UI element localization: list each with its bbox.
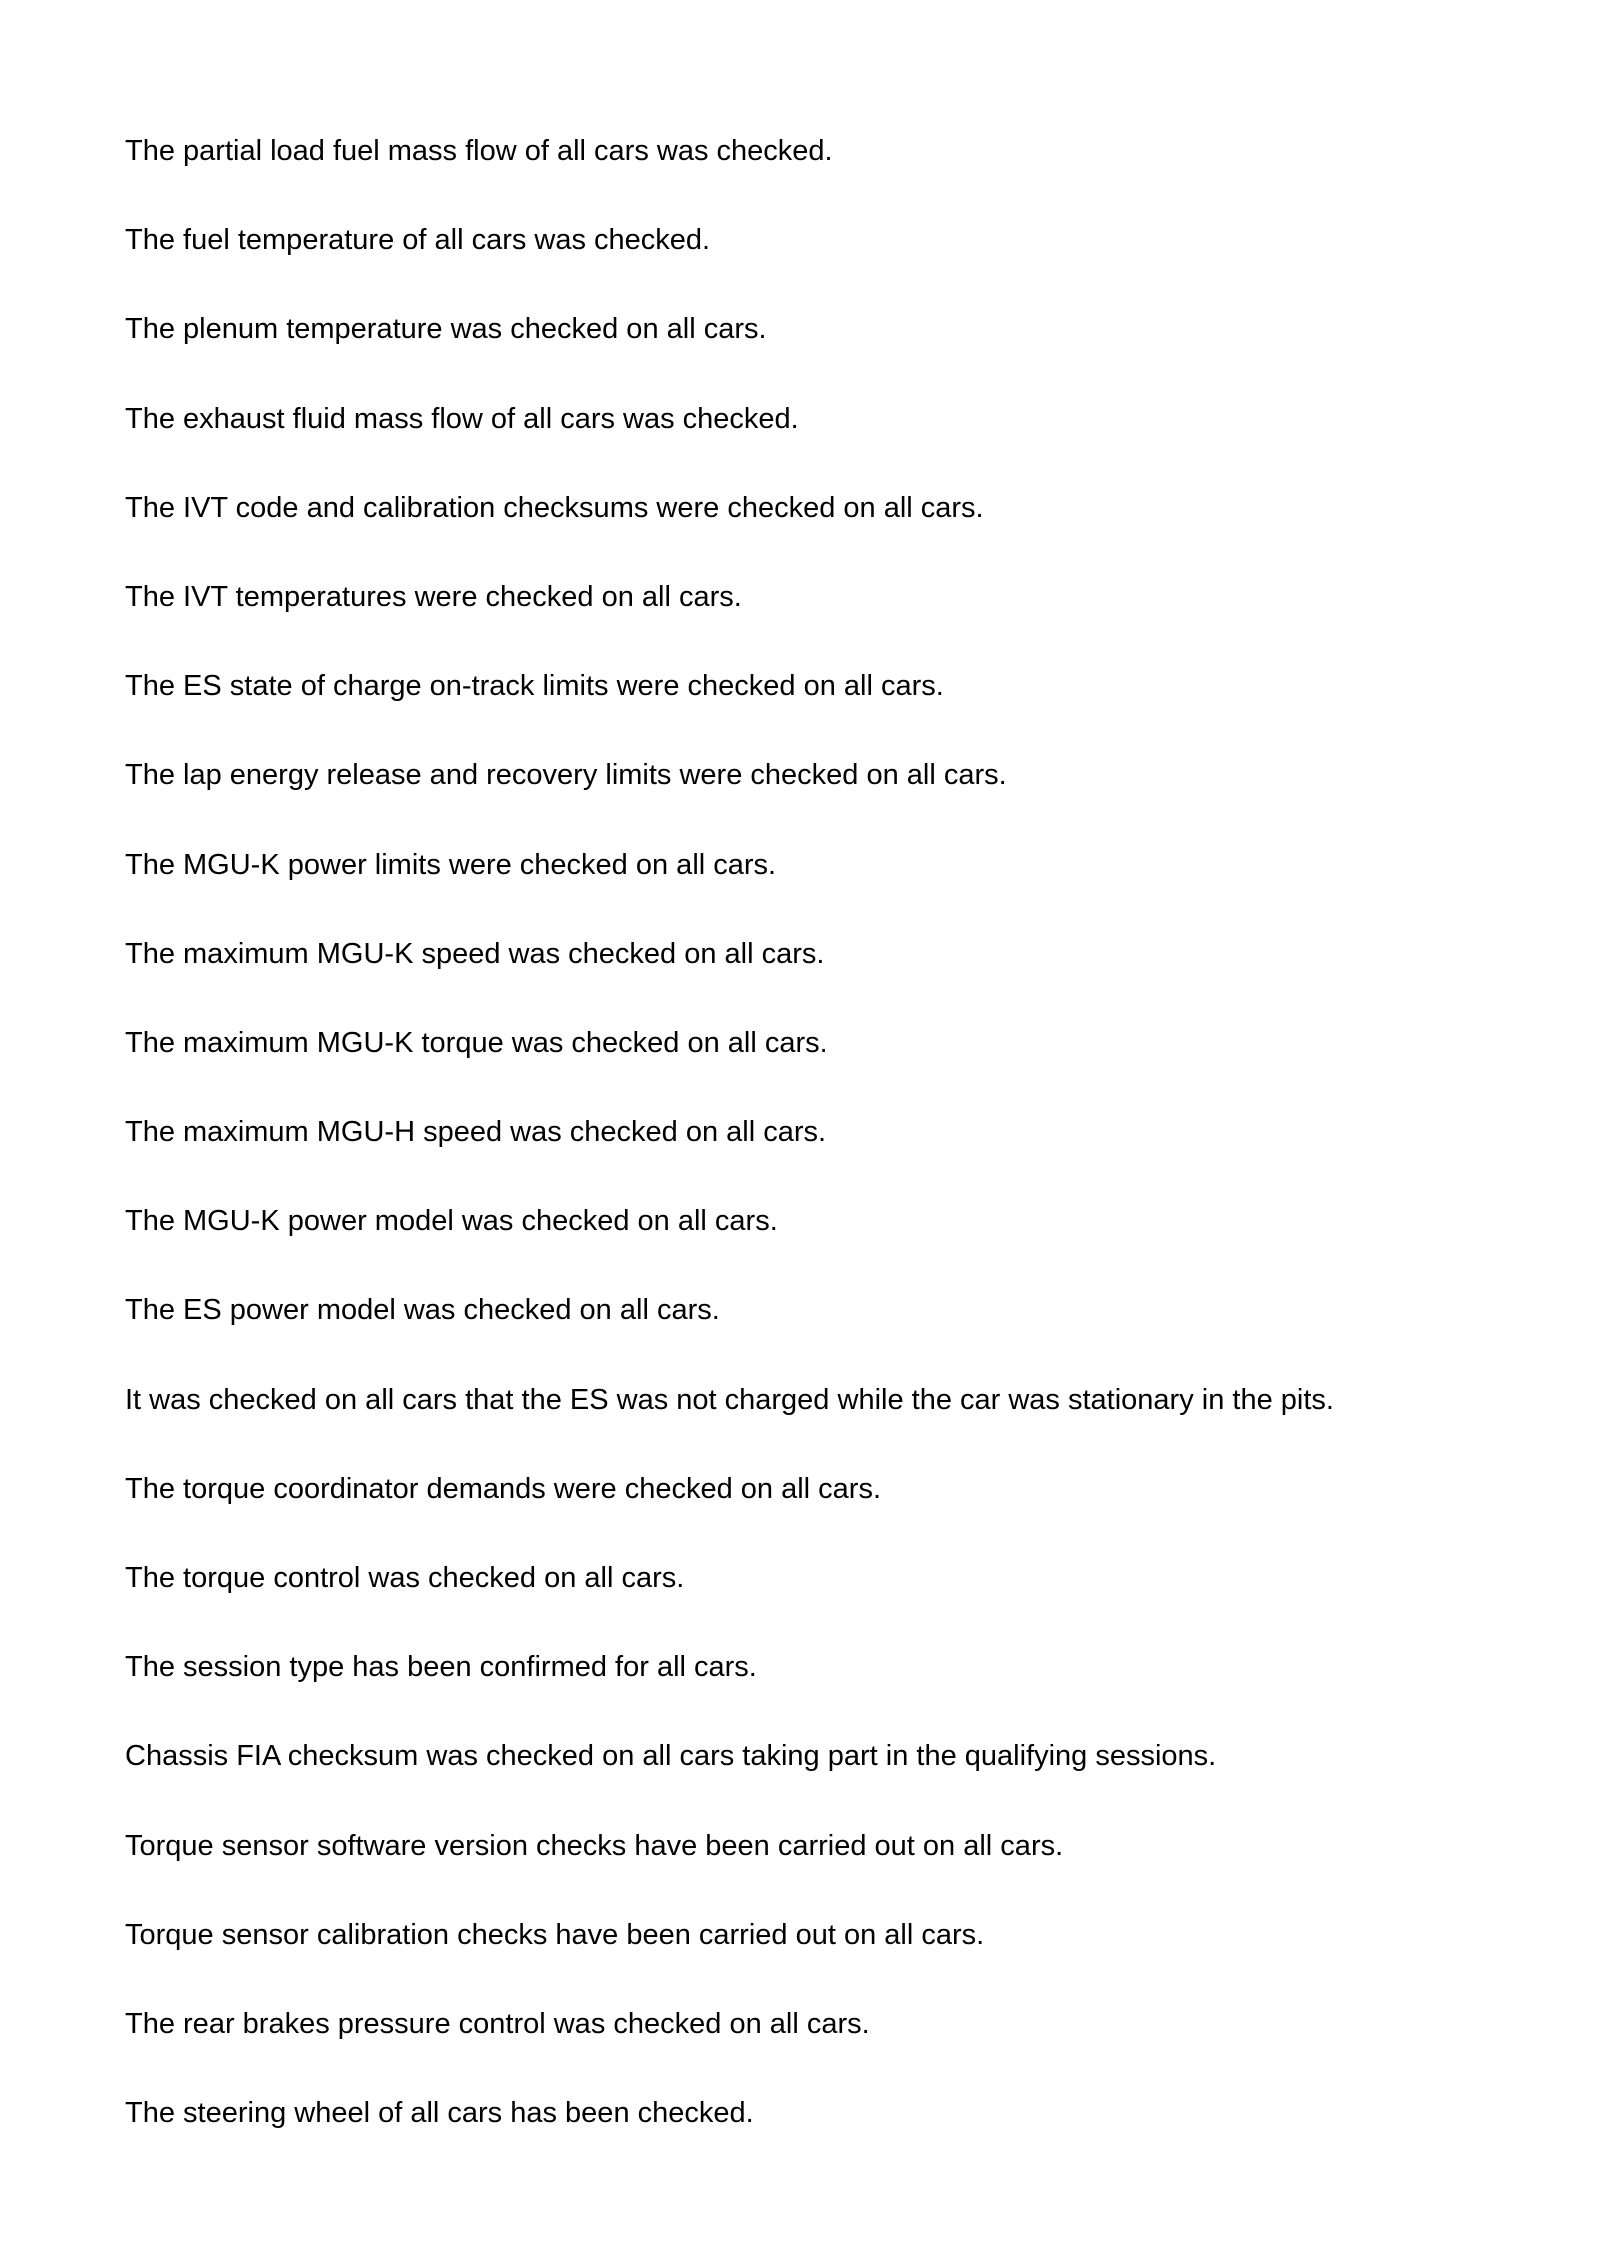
check-line: The MGU-K power model was checked on all cars. <box>125 1205 778 1238</box>
check-line: The maximum MGU-K torque was checked on all cars. <box>125 1026 828 1059</box>
check-line: It was checked on all cars that the ES was not charged while the car was stationary in the pits. <box>125 1383 1334 1416</box>
check-line: The MGU-K power limits were checked on all cars. <box>125 848 777 881</box>
check-line: The ES power model was checked on all cars. <box>125 1294 720 1327</box>
check-line: The torque control was checked on all cars. <box>125 1562 685 1594</box>
check-line: Chassis FIA checksum was checked on all cars taking part in the qualifying sessions. <box>125 1740 1217 1773</box>
check-line: The session type has been confirmed for all cars. <box>125 1651 757 1684</box>
check-line: The maximum MGU-K speed was checked on all cars. <box>125 937 825 970</box>
check-line: The lap energy release and recovery limits were checked on all cars. <box>125 759 1007 792</box>
check-line: Torque sensor calibration checks have been carried out on all cars. <box>125 1918 985 1951</box>
check-line: The steering wheel of all cars has been checked. <box>125 2097 754 2130</box>
check-line: The maximum MGU-H speed was checked on all cars. <box>125 1116 827 1149</box>
check-line: The IVT code and calibration checksums were checked on all cars. <box>125 491 984 524</box>
check-list <box>125 134 1525 2185</box>
check-line: Torque sensor software version checks have been carried out on all cars. <box>125 1829 1064 1862</box>
check-line: The ES state of charge on-track limits were checked on all cars. <box>125 670 944 703</box>
check-line: The torque coordinator demands were checked on all cars. <box>125 1472 882 1505</box>
check-line: The fuel temperature of all cars was checked. <box>125 224 711 257</box>
check-line: The plenum temperature was checked on all cars. <box>125 313 767 346</box>
check-line: The exhaust fluid mass flow of all cars was checked. <box>125 402 799 435</box>
check-line: The IVT temperatures were checked on all cars. <box>125 580 742 613</box>
check-line: The rear brakes pressure control was checked on all cars. <box>125 2007 870 2040</box>
check-line: The partial load fuel mass flow of all cars was checked. <box>125 135 833 167</box>
